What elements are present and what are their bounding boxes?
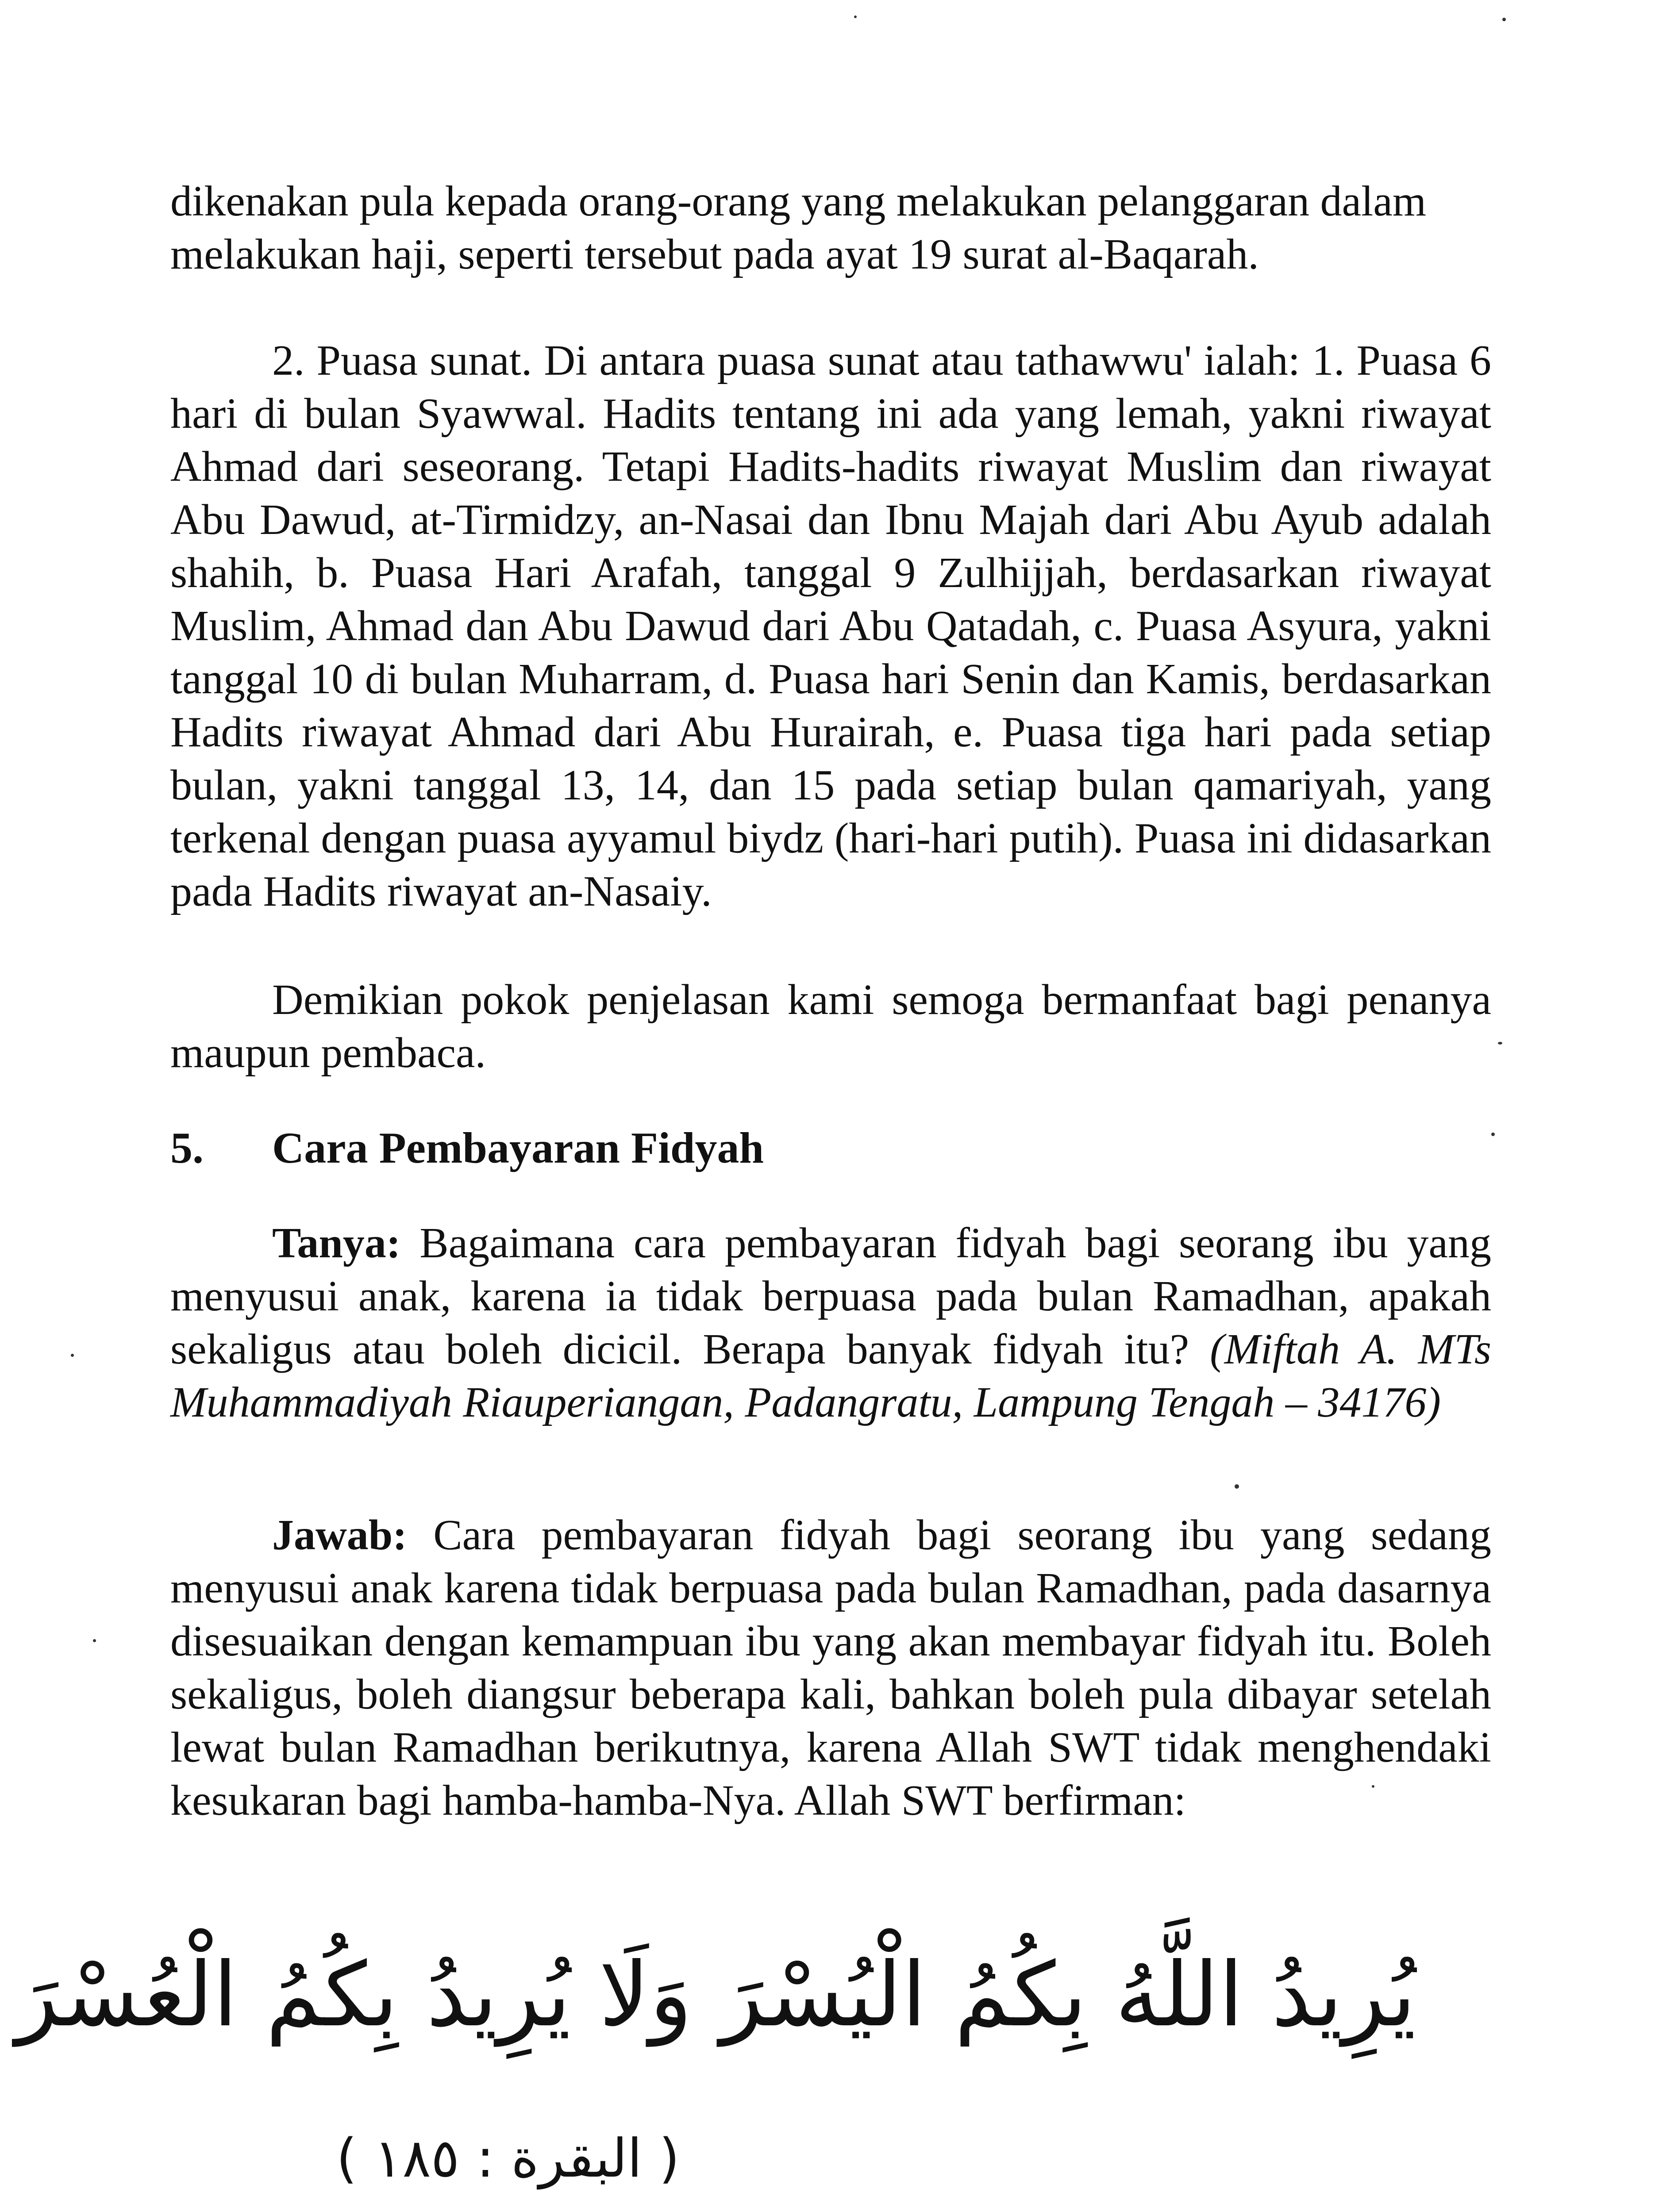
question-text-block: [170, 1217, 1491, 1429]
continuation-paragraph: [170, 175, 1491, 281]
scan-speck: [1502, 18, 1506, 21]
answer-text-block: [170, 1509, 1491, 1827]
question-source: (Miftah A. MTs Muhammadiyah Riauperiangan, Padangratu, Lampung Tengah – 34176): [170, 1325, 1491, 1426]
answer-body: Cara pembayaran fidyah bagi seorang ibu yang sedang menyusui anak karena tidak berpuasa pada bulan Ramadhan, pada dasarnya disesuaikan dengan kemampuan ibu yang akan membayar fidyah itu. Boleh sekaligus, boleh diangsur beberapa kali, bahkan boleh pula dibayar setelah lewat bulan Ramadhan berikutnya, karena Allah SWT tidak menghendaki kesukaran bagi hamba-hamba-Nya. Allah SWT berfirman:: [170, 1511, 1491, 1824]
continuation-line-1: dikenakan pula kepada orang-orang yang melakukan pelanggaran dalam: [170, 177, 1427, 225]
closing-paragraph: [170, 973, 1491, 1079]
closing-text: Demikian pokok penjelasan kami semoga bermanfaat bagi penanya maupun pembaca.: [170, 976, 1491, 1077]
scan-speck: [1235, 1484, 1239, 1489]
scan-speck: [854, 15, 857, 18]
sunnah-fasting-text: 2. Puasa sunat. Di antara puasa sunat atau tathawwu' ialah: 1. Puasa 6 hari di bulan Syawwal. Hadits tentang ini ada yang lemah, yakni riwayat Ahmad dari seseorang. Tetapi Hadits-hadits riwayat Muslim dan riwayat Abu Dawud, at-Tirmidzy, an-Nasai dan Ibnu Majah dari Abu Ayub adalah shahih, b. Puasa Hari Arafah, tanggal 9 Zulhijjah, berdasarkan riwayat Muslim, Ahmad dan Abu Dawud dari Abu Qatadah, c. Puasa Asyura, yakni tanggal 10 di bulan Muharram, d. Puasa hari Senin dan Kamis, berdasarkan Hadits riwayat Ahmad dari Abu Hurairah, e. Puasa tiga hari pada setiap bulan, yakni tanggal 13, 14, dan 15 pada setiap bulan qamariyah, yang terkenal dengan puasa ayyamul biydz (hari-hari putih). Puasa ini didasarkan pada Hadits riwayat an-Nasaiy.: [170, 337, 1491, 915]
scan-speck: [1372, 1785, 1374, 1788]
section-number: 5.: [170, 1123, 204, 1172]
scan-speck: [1498, 1042, 1502, 1045]
question-paragraph: [170, 1217, 1491, 1429]
verse-reference: ( البقرة : ١٨٥ ): [336, 2128, 680, 2189]
scan-speck: [1491, 1133, 1495, 1136]
answer-label: Jawab:: [272, 1511, 407, 1559]
question-body: Bagaimana cara pembayaran fidyah bagi seorang ibu yang menyusui anak, karena ia tidak berpuasa pada bulan Ramadhan, apakah sekaligus atau boleh dicicil. Berapa banyak fidyah itu?: [170, 1219, 1491, 1373]
scan-speck: [93, 1639, 96, 1642]
question-label: Tanya:: [272, 1219, 401, 1267]
section-title: Cara Pembayaran Fidyah: [272, 1123, 764, 1172]
quran-verse: يُرِيدُ اللَّهُ بِكُمُ الْيُسْرَ وَلَا يُرِيدُ بِكُمُ الْعُسْرَ: [15, 1943, 1416, 2047]
continuation-line-2: melakukan haji, seperti tersebut pada ayat 19 surat al-Baqarah.: [170, 230, 1259, 278]
scan-speck: [71, 1354, 74, 1357]
sunnah-fasting-paragraph: [170, 334, 1491, 918]
answer-paragraph: [170, 1509, 1491, 1827]
section-heading: [170, 1121, 764, 1175]
